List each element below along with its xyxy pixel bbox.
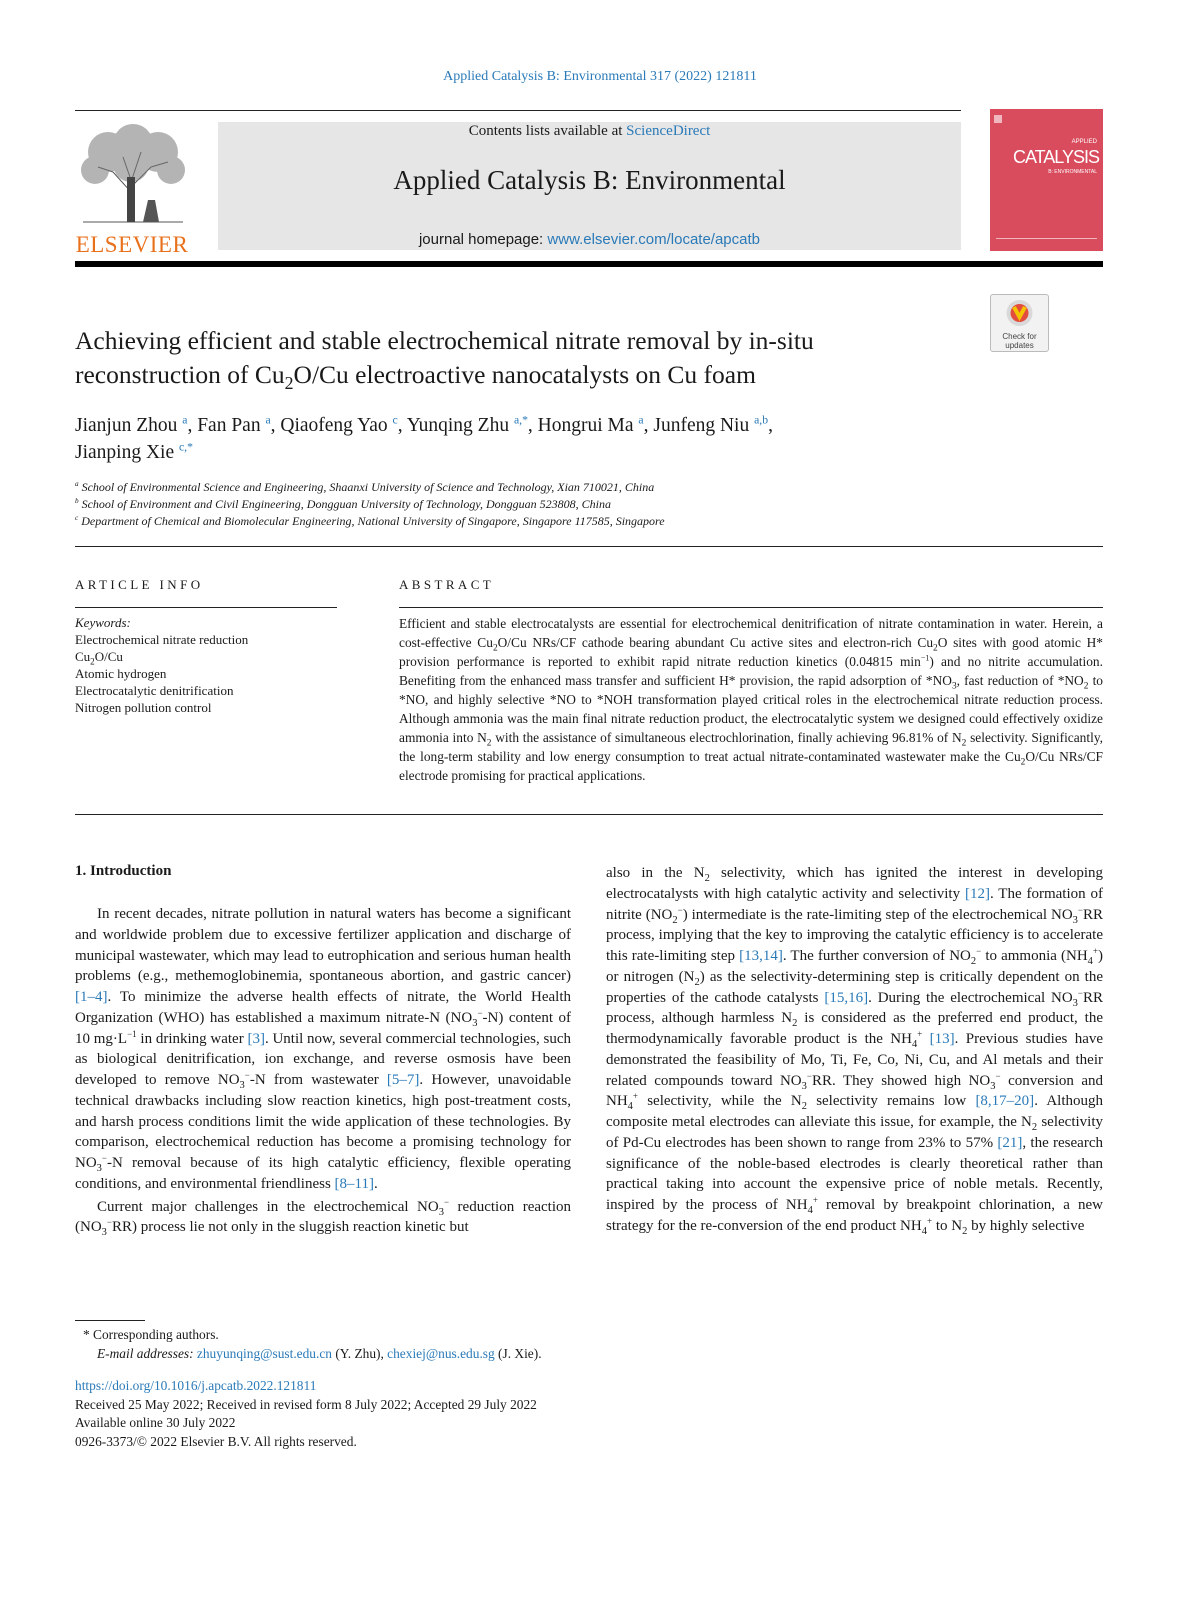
citation-link[interactable]: [13,14] bbox=[739, 948, 783, 964]
check-label-1: Check for bbox=[1002, 332, 1037, 341]
affiliation-text: School of Environment and Civil Engineering, Dongguan University of Technology, Dongguan 523808, China bbox=[81, 497, 611, 511]
doi-link[interactable]: https://doi.org/10.1016/j.apcatb.2022.121811 bbox=[75, 1378, 317, 1393]
homepage-link[interactable]: www.elsevier.com/locate/apcatb bbox=[547, 231, 761, 248]
header-rule bbox=[75, 261, 1103, 267]
citation-link[interactable]: [21] bbox=[997, 1134, 1023, 1151]
homepage-line bbox=[218, 231, 961, 248]
homepage-prefix: journal homepage: bbox=[418, 231, 548, 248]
abstract-rule bbox=[399, 607, 1103, 608]
title-part: O/Cu electroactive nanocatalysts on Cu foam bbox=[293, 360, 756, 389]
citation-link[interactable]: [13] bbox=[929, 1031, 955, 1047]
article-info-heading: ARTICLE INFO bbox=[75, 577, 204, 592]
journal-cover[interactable] bbox=[990, 109, 1103, 251]
abstract-text: Efficient and stable electrocatalysts are essential for electrochemical denitrification of nitrate contamination in water. Herein, a cost-effective $Cu_2O/Cu$ NRs/CF cathode bearing abundant Cu active sites and electron-rich $Cu_2O$ sites with good atomic H* provision performance is reported to exhibit rapid nitrate reduction kinetics (0.04815 $\min^{-1}$) and no nitrite accumulation. Benefiting from the enhanced mass transfer and sufficient H* provision, the rapid adsorption of $*NO_3$, fast reduction of $*NO_2$ to *NO, and highly selective *NO to *NOH transformation played critical roles in the electrochemical nitrate reduction process. Although ammonia was the main final nitrate reduction product, the electrocatalytic system we designed could effectively oxidize ammonia into $N_2$ with the assistance of simultaneous electrochlorination, finally achieving 96.81% of $N_2$ selectivity. Significantly, the long-term stability and low energy consumption to treat actual nitrate-contaminated wastewater make the $Cu_2O/Cu$ NRs/CF electrode promising for practical applications. bbox=[399, 616, 1104, 783]
citation-link[interactable]: [1–4] bbox=[75, 989, 108, 1005]
keyword: $Cu_2O/Cu$ bbox=[75, 649, 123, 667]
email-link-xie[interactable]: chexiej@nus.edu.sg bbox=[387, 1346, 495, 1361]
elsevier-wordmark: ELSEVIER bbox=[75, 232, 189, 257]
paragraph: also in the $N_2$ selectivity, which has ignited the interest in developing electrocatalysts with high catalytic activity and selectivity [12]. The formation of nitrite $(NO_2^-)$ intermediate is the rate-limiting step of the electrochemical $NO_3^-RR$ process, implying that the key to improving the catalytic efficiency is to accelerate this rate-limiting step [13,14]. The further conversion of $NO_2^-$ to ammonia $(NH_4^+)$ or nitrogen $(N_2)$ as the selectivity-determining step is critically dependent on the properties of the cathode catalysts [15,16]. During the electrochemical $NO_3^-RR$ process, although harmless $N_2$ is considered as the preferred end product, the thermodynamically favorable product is the $NH_4^+$ [13]. Previous studies have demonstrated the feasibility of Mo, Ti, Fe, Co, Ni, Cu, and Al metals and their related compounds toward $NO_3^-RR$. They showed high $NO_3^-$ conversion and $NH_4^+$ selectivity, while the $N_2$ selectivity remains low [8,17–20]. Although composite metal electrodes can alleviate this issue, for example, the $N_2$ selectivity of Pd-Cu electrodes has been shown to range from 23% to 57% [21], the research significance of the noble-based electrodes is clearly theoretical rather than practical taking into account the expensive price of noble metals. Recently, inspired by the process of $NH_4^+$ removal by breakpoint chlorination, a new strategy for the re-conversion of the end product $NH_4^+$ to $N_2$ by highly selective bbox=[606, 865, 1104, 1237]
top-rule bbox=[75, 110, 961, 111]
citation-link[interactable]: [5–7] bbox=[386, 1072, 420, 1088]
author[interactable]: Yunqing Zhu $^{a,*}$ bbox=[406, 413, 528, 436]
affiliation-mark: c bbox=[75, 514, 79, 522]
author[interactable]: Qiaofeng Yao $^c$ bbox=[280, 413, 398, 436]
keyword: Electrochemical nitrate reduction bbox=[75, 632, 249, 647]
citation-link[interactable]: [3] bbox=[247, 1030, 265, 1047]
keyword: Nitrogen pollution control bbox=[75, 700, 212, 715]
affiliation-text: School of Environmental Science and Engineering, Shaanxi University of Science and Technology, Xian 710021, China bbox=[81, 480, 655, 494]
author[interactable]: Fan Pan $^a$ bbox=[197, 413, 271, 436]
sciencedirect-link[interactable]: ScienceDirect bbox=[626, 123, 711, 139]
keyword: Atomic hydrogen bbox=[75, 666, 167, 681]
article-title bbox=[75, 324, 965, 392]
received-dates: Received 25 May 2022; Received in revised form 8 July 2022; Accepted 29 July 2022 bbox=[75, 1397, 537, 1412]
affiliation-mark: b bbox=[75, 497, 79, 505]
footnote-rule bbox=[75, 1320, 145, 1321]
paragraph: Current major challenges in the electrochemical $NO_3^-$ reduction reaction $(NO_3^-RR)$ process lie not only in the sluggish reaction kinetic but bbox=[75, 1196, 571, 1239]
corresponding-authors: * Corresponding authors. bbox=[83, 1327, 219, 1342]
keyword: Electrocatalytic denitrification bbox=[75, 683, 234, 698]
affiliation-rule bbox=[75, 546, 1103, 547]
available-online: Available online 30 July 2022 bbox=[75, 1415, 236, 1430]
check-label-2: updates bbox=[1005, 341, 1034, 350]
affiliation-b bbox=[75, 496, 975, 513]
journal-name: Applied Catalysis B: Environmental bbox=[393, 165, 786, 195]
author-list: Jianjun Zhou $^a$, Fan Pan $^a$, Qiaofeng Yao $^c$, Yunqing Zhu $^{a,*}$, Hongrui Ma $^a$, Junfeng Niu $^{a,b}$, Jianping Xie $^{c,*}$ bbox=[75, 413, 773, 463]
author[interactable]: Junfeng Niu $^{a,b}$ bbox=[653, 413, 769, 436]
running-header[interactable]: Applied Catalysis B: Environmental 317 (2022) 121811 bbox=[443, 69, 757, 84]
title-line-1: Achieving efficient and stable electrochemical nitrate removal by in-situ bbox=[75, 326, 814, 355]
paragraph: In recent decades, nitrate pollution in natural waters has become a significant and worldwide problem due to excessive fertilizer application and discharge of municipal wastewater, which may lead to eutrophication and serious human health problems (e.g., methemoglobinemia, spontaneous abortion, and gastric cancer) [1–4]. To minimize the adverse health effects of nitrate, the World Health Organization (WHO) has established a maximum nitrate-N $(NO_3^--N)$ content of 10 $mg\cdot L^{-1}$ in drinking water [3]. Until now, several commercial technologies, such as biological denitrification, ion exchange, and reverse osmosis have been developed to remove $NO_3^--N$ from wastewater [5–7]. However, unavoidable technical drawbacks including slow reaction kinetics, high post-treatment costs, and harsh process conditions limit the wide application of these technologies. By comparison, electrochemical reduction has become a promising technology for $NO_3^--N$ removal because of its high catalytic efficiency, flexible operating conditions, and environmental friendliness [8–11]. bbox=[75, 906, 571, 1192]
email-owner: (J. Xie). bbox=[494, 1346, 542, 1361]
affiliation-mark: a bbox=[75, 480, 79, 488]
contents-line bbox=[218, 123, 961, 140]
body-column-right bbox=[606, 863, 1103, 1237]
email-owner: (Y. Zhu), bbox=[332, 1346, 388, 1361]
body-column-left bbox=[75, 904, 571, 1238]
citation-link[interactable]: [8,17–20] bbox=[975, 1093, 1035, 1110]
contents-prefix: Contents lists available at bbox=[468, 123, 627, 139]
copyright: 0926-3373/© 2022 Elsevier B.V. All rights reserved. bbox=[75, 1434, 357, 1449]
author[interactable]: Jianjun Zhou $^a$ bbox=[75, 413, 188, 436]
citation-link[interactable]: [8–11] bbox=[334, 1175, 374, 1192]
keywords-label: Keywords: bbox=[75, 615, 131, 630]
elsevier-tree-icon bbox=[73, 122, 191, 226]
affiliation-text: Department of Chemical and Biomolecular Engineering, National University of Singapore, Singapore 117585, Singapore bbox=[81, 514, 665, 528]
info-rule bbox=[75, 607, 337, 608]
citation-link[interactable]: [15,16] bbox=[824, 989, 869, 1006]
cover-text-top: APPLIED bbox=[1071, 139, 1097, 145]
author[interactable]: Jianping Xie $^{c,*}$ bbox=[75, 440, 193, 463]
affiliation-a bbox=[75, 479, 975, 496]
affiliation-c bbox=[75, 513, 975, 530]
publisher-logo[interactable] bbox=[73, 122, 191, 257]
keywords-block bbox=[75, 614, 337, 716]
title-part: reconstruction of Cu bbox=[75, 360, 285, 389]
abstract-heading: ABSTRACT bbox=[399, 577, 495, 592]
email-link-zhu[interactable]: zhuyunqing@sust.edu.cn bbox=[196, 1346, 332, 1361]
corresponding-footnote bbox=[75, 1325, 775, 1363]
cover-text-main: CATALYSIS bbox=[1012, 147, 1099, 167]
title-line-2 bbox=[75, 358, 965, 392]
crossmark-icon bbox=[991, 295, 1048, 327]
check-for-updates-button[interactable] bbox=[990, 294, 1049, 352]
affiliations bbox=[75, 479, 975, 530]
email-label: E-mail addresses: bbox=[97, 1346, 197, 1361]
section-heading-introduction: 1. Introduction bbox=[75, 863, 172, 879]
email-line bbox=[75, 1344, 775, 1363]
abstract-bottom-rule bbox=[75, 814, 1103, 815]
cover-text-sub: B: ENVIRONMENTAL bbox=[1048, 169, 1097, 175]
citation-link[interactable]: [12] bbox=[964, 885, 990, 902]
title-subscript: 2 bbox=[284, 373, 294, 394]
author[interactable]: Hongrui Ma $^a$ bbox=[537, 413, 644, 436]
